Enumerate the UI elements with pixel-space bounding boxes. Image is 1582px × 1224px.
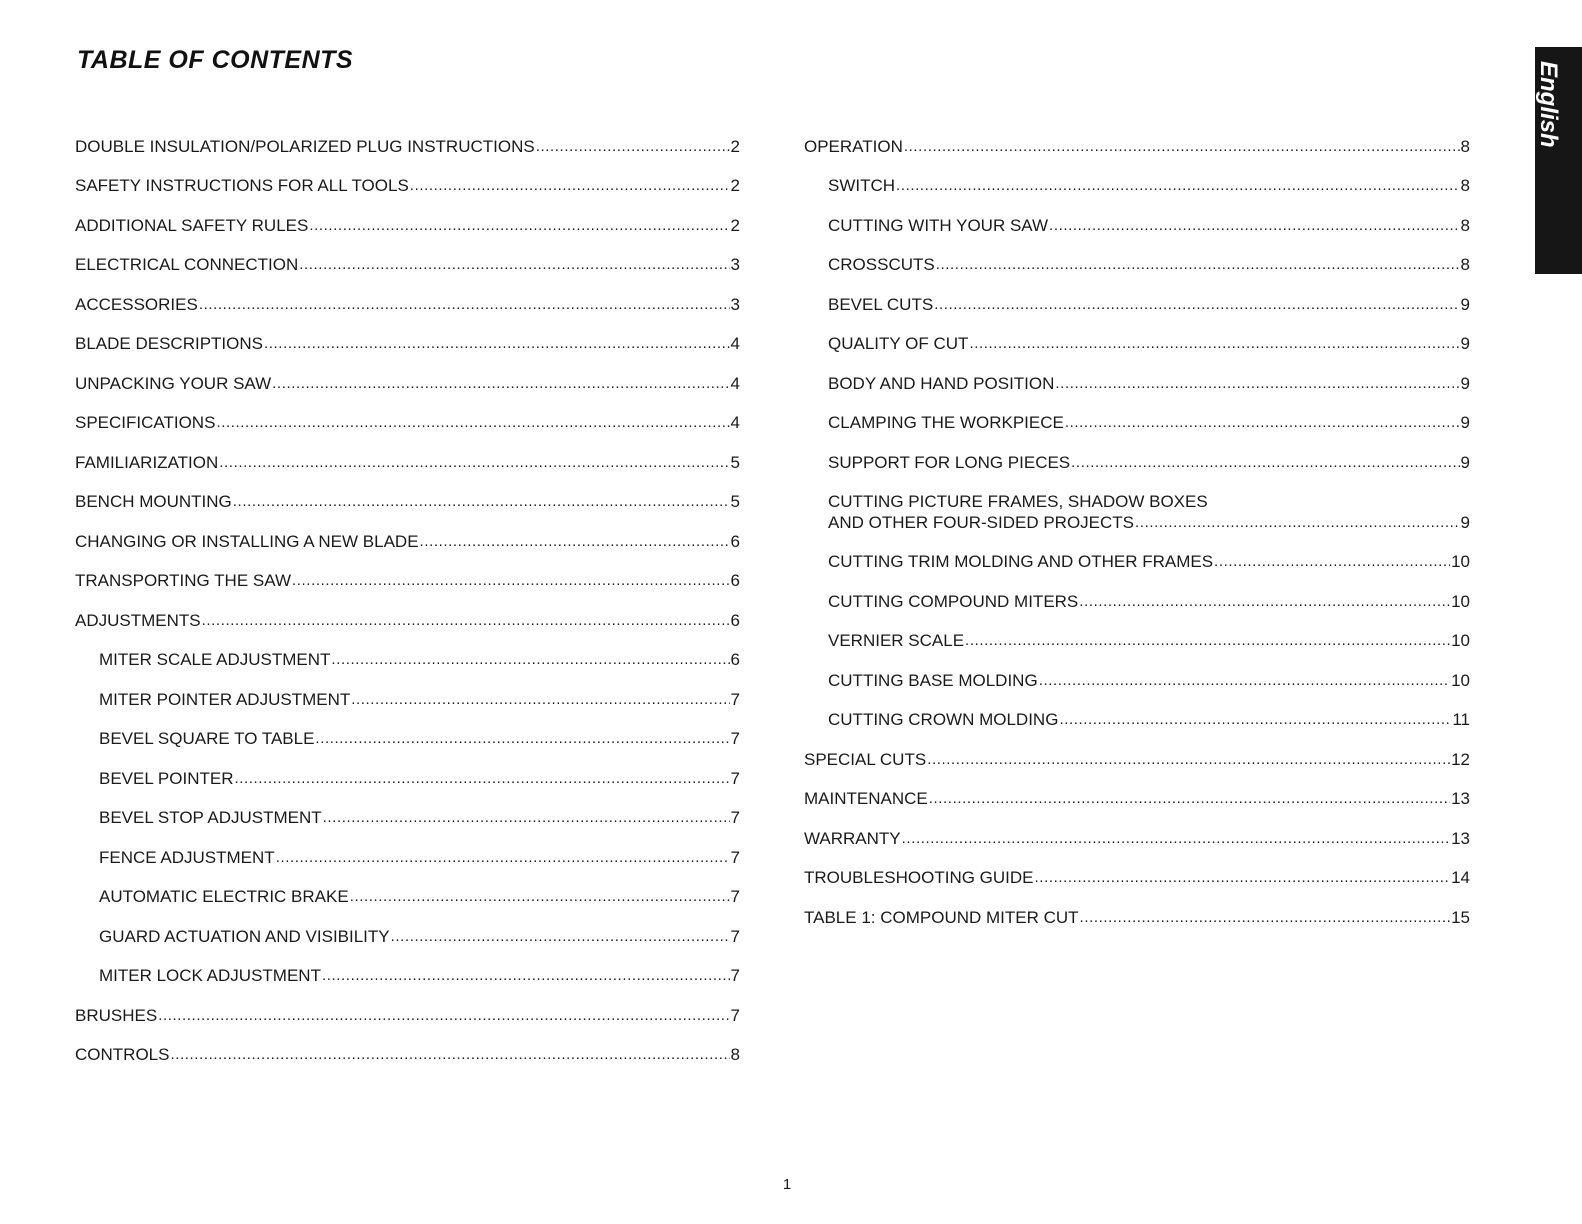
- toc-subentry[interactable]: [804, 354, 1470, 394]
- toc-entry-label: ELECTRICAL CONNECTION: [75, 255, 299, 274]
- toc-entry-page: 6: [730, 571, 740, 590]
- toc-subentry[interactable]: [804, 315, 1470, 355]
- toc-entry-page: 7: [730, 689, 740, 709]
- toc-subentry[interactable]: [75, 710, 740, 750]
- dot-leader: [351, 689, 729, 710]
- toc-entry-label: FENCE ADJUSTMENT: [99, 847, 275, 867]
- toc-entry-label: MITER LOCK ADJUSTMENT: [99, 966, 321, 985]
- toc-entry[interactable]: [75, 1026, 740, 1066]
- dot-leader: [1080, 907, 1451, 928]
- toc-entry-page: 10: [1451, 631, 1470, 650]
- toc-entry-label-line2: AND OTHER FOUR-SIDED PROJECTS: [828, 512, 1135, 532]
- toc-entry[interactable]: [804, 888, 1470, 928]
- toc-entry-page: 8: [1460, 255, 1470, 274]
- toc-subentry[interactable]: [804, 236, 1470, 276]
- toc-entry-label: BEVEL SQUARE TO TABLE: [99, 729, 315, 748]
- dot-leader: [264, 333, 730, 354]
- toc-entry-label: SPECIAL CUTS: [804, 749, 927, 769]
- dot-leader: [350, 886, 730, 907]
- toc-subentry[interactable]: [804, 533, 1470, 573]
- toc-entry-page: 4: [730, 413, 740, 432]
- toc-entry-label: FAMILIARIZATION: [75, 452, 219, 472]
- toc-entry[interactable]: [804, 730, 1470, 770]
- toc-entry-label: BLADE DESCRIPTIONS: [75, 334, 263, 353]
- language-tab: [1535, 47, 1582, 274]
- toc-entry-label: CHANGING OR INSTALLING A NEW BLADE: [75, 531, 419, 551]
- toc-entry-page: 4: [730, 334, 740, 353]
- dot-leader: [1049, 215, 1459, 236]
- toc-subentry[interactable]: [804, 433, 1470, 473]
- toc-entry-page: 8: [730, 1045, 740, 1064]
- dot-leader: [219, 452, 729, 473]
- toc-subentry[interactable]: [75, 947, 740, 987]
- toc-entry-label: CUTTING TRIM MOLDING AND OTHER FRAMES: [828, 552, 1214, 571]
- toc-entry[interactable]: [75, 315, 740, 355]
- toc-subentry[interactable]: [75, 907, 740, 947]
- toc-entry-page: 13: [1451, 789, 1470, 808]
- toc-entry[interactable]: [75, 354, 740, 394]
- toc-entry-page: 9: [1460, 512, 1470, 532]
- toc-subentry[interactable]: [75, 670, 740, 710]
- toc-entry-page: 9: [1460, 373, 1470, 393]
- toc-entry[interactable]: [804, 770, 1470, 810]
- toc-entry-page: 9: [1460, 294, 1470, 314]
- toc-entry-label: BEVEL STOP ADJUSTMENT: [99, 808, 322, 827]
- toc-subentry[interactable]: [804, 691, 1470, 731]
- toc-entry[interactable]: [75, 275, 740, 315]
- toc-entry-label: GUARD ACTUATION AND VISIBILITY: [99, 926, 390, 946]
- toc-entry[interactable]: [75, 394, 740, 434]
- toc-entry-label: TROUBLESHOOTING GUIDE: [804, 868, 1034, 887]
- toc-subentry[interactable]: [804, 612, 1470, 652]
- dot-leader: [170, 1044, 729, 1065]
- dot-leader: [322, 965, 730, 986]
- toc-entry-label-line1: CUTTING PICTURE FRAMES, SHADOW BOXES: [828, 491, 1208, 511]
- toc-entry-page: 8: [1460, 215, 1470, 235]
- toc-entry-label: BEVEL CUTS: [828, 294, 934, 314]
- toc-entry-page: 7: [730, 966, 740, 985]
- toc-entry[interactable]: [75, 512, 740, 552]
- dot-leader: [158, 1005, 729, 1026]
- toc-entry[interactable]: [75, 591, 740, 631]
- toc-entry[interactable]: [804, 117, 1470, 157]
- dot-leader: [234, 768, 729, 789]
- toc-entry-label: CROSSCUTS: [828, 255, 935, 274]
- toc-subentry[interactable]: [75, 868, 740, 908]
- dot-leader: [1214, 551, 1450, 572]
- toc-entry-label: SPECIFICATIONS: [75, 413, 216, 432]
- dot-leader: [292, 570, 730, 591]
- toc-entry[interactable]: [75, 157, 740, 197]
- dot-leader: [896, 175, 1459, 196]
- toc-entry-page: 3: [730, 255, 740, 274]
- toc-entry-label: QUALITY OF CUT: [828, 334, 969, 353]
- toc-subentry[interactable]: [804, 275, 1470, 315]
- toc-entry-page: 13: [1451, 828, 1470, 848]
- toc-entry-label: ACCESSORIES: [75, 294, 198, 314]
- toc-entry[interactable]: [804, 849, 1470, 889]
- toc-entry-page: 5: [730, 452, 740, 472]
- dot-leader: [276, 847, 730, 868]
- dot-leader: [1065, 412, 1460, 433]
- toc-entry-label: CUTTING BASE MOLDING: [828, 670, 1038, 690]
- toc-entry-page: 2: [730, 215, 740, 235]
- toc-entry-label: ADDITIONAL SAFETY RULES: [75, 215, 309, 235]
- toc-entry-label: SWITCH: [828, 176, 896, 195]
- toc-subentry[interactable]: [75, 828, 740, 868]
- toc-entry[interactable]: [804, 809, 1470, 849]
- dot-leader: [309, 215, 729, 236]
- dot-leader: [1071, 452, 1459, 473]
- toc-entry-page: 9: [1460, 413, 1470, 432]
- toc-entry[interactable]: [75, 196, 740, 236]
- toc-entry-page: 10: [1451, 552, 1470, 571]
- dot-leader: [315, 728, 729, 749]
- dot-leader: [299, 254, 729, 275]
- toc-entry[interactable]: [75, 236, 740, 276]
- toc-entry-label: ADJUSTMENTS: [75, 610, 201, 630]
- toc-subentry[interactable]: [75, 749, 740, 789]
- toc-entry[interactable]: [75, 433, 740, 473]
- dot-leader: [1135, 512, 1460, 533]
- dot-leader: [199, 294, 730, 315]
- toc-entry-page: 7: [730, 887, 740, 906]
- toc-entry-label: BRUSHES: [75, 1005, 158, 1025]
- toc-entry-page: 8: [1460, 176, 1470, 195]
- toc-entry-page: 7: [730, 729, 740, 748]
- toc-entry-label: MITER SCALE ADJUSTMENT: [99, 650, 331, 669]
- toc-entry-label: OPERATION: [804, 136, 903, 156]
- toc-entry-label: BEVEL POINTER: [99, 768, 234, 788]
- toc-entry-label: BENCH MOUNTING: [75, 492, 232, 511]
- toc-entry-page: 7: [730, 847, 740, 867]
- toc-entry-label: WARRANTY: [804, 828, 901, 848]
- dot-leader: [331, 649, 729, 670]
- toc-entry-page: 6: [730, 650, 740, 669]
- dot-leader: [1035, 867, 1451, 888]
- toc-entry-label: DOUBLE INSULATION/POLARIZED PLUG INSTRUCTIONS: [75, 136, 535, 156]
- dot-leader: [323, 807, 730, 828]
- toc-entry[interactable]: [75, 473, 740, 513]
- toc-entry[interactable]: [75, 552, 740, 592]
- dot-leader: [969, 333, 1459, 354]
- toc-entry-label: CUTTING COMPOUND MITERS: [828, 591, 1079, 611]
- toc-entry-label: TABLE 1: COMPOUND MITER CUT: [804, 907, 1079, 927]
- toc-entry-label: CONTROLS: [75, 1045, 170, 1064]
- toc-entry-page: 8: [1460, 136, 1470, 156]
- toc-subentry[interactable]: [75, 789, 740, 829]
- toc-entry-page: 9: [1460, 452, 1470, 472]
- toc-subentry[interactable]: [804, 572, 1470, 612]
- page-title: TABLE OF CONTENTS: [77, 46, 354, 74]
- dot-leader: [929, 788, 1450, 809]
- dot-leader: [233, 491, 730, 512]
- toc-subentry[interactable]: [804, 394, 1470, 434]
- toc-entry-page: 7: [730, 808, 740, 827]
- toc-entry-page: 10: [1451, 591, 1470, 611]
- toc-right-column: [804, 117, 1470, 928]
- page-number: 1: [782, 1176, 792, 1193]
- toc-entry-label: MAINTENANCE: [804, 789, 928, 808]
- toc-entry-page: 7: [730, 1005, 740, 1025]
- toc-entry-label: SAFETY INSTRUCTIONS FOR ALL TOOLS: [75, 176, 409, 195]
- toc-entry-label: CUTTING CROWN MOLDING: [828, 710, 1059, 729]
- toc-entry-page: 7: [730, 768, 740, 788]
- toc-entry-page: 6: [730, 531, 740, 551]
- toc-subentry[interactable]: [804, 651, 1470, 691]
- dot-leader: [965, 630, 1450, 651]
- dot-leader: [1039, 670, 1450, 691]
- toc-left-column: [75, 117, 740, 1065]
- toc-entry-label: SUPPORT FOR LONG PIECES: [828, 452, 1071, 472]
- dot-leader: [902, 828, 1450, 849]
- dot-leader: [202, 610, 730, 631]
- toc-subentry[interactable]: [804, 196, 1470, 236]
- toc-entry-label: TRANSPORTING THE SAW: [75, 571, 291, 590]
- toc-subentry[interactable]: [804, 157, 1470, 197]
- toc-entry-page: 14: [1451, 868, 1470, 887]
- toc-entry-label: VERNIER SCALE: [828, 631, 965, 650]
- dot-leader: [1059, 709, 1451, 730]
- toc-entry[interactable]: [75, 986, 740, 1026]
- dot-leader: [1079, 591, 1450, 612]
- toc-entry-page: 12: [1451, 749, 1470, 769]
- toc-entry-label: CUTTING WITH YOUR SAW: [828, 215, 1049, 235]
- dot-leader: [536, 136, 730, 157]
- dot-leader: [272, 373, 729, 394]
- dot-leader: [410, 175, 730, 196]
- toc-entry-page: 2: [730, 176, 740, 195]
- toc-entry-page: 9: [1460, 334, 1470, 353]
- dot-leader: [927, 749, 1450, 770]
- dot-leader: [420, 531, 730, 552]
- toc-entry-label: AUTOMATIC ELECTRIC BRAKE: [99, 887, 349, 906]
- dot-leader: [216, 412, 729, 433]
- toc-entry-page: 6: [730, 610, 740, 630]
- toc-subentry[interactable]: [804, 473, 1470, 533]
- dot-leader: [391, 926, 730, 947]
- toc-entry-page: 4: [730, 373, 740, 393]
- toc-entry-label: UNPACKING YOUR SAW: [75, 373, 272, 393]
- toc-entry[interactable]: [75, 117, 740, 157]
- toc-entry-page: 11: [1452, 710, 1470, 729]
- toc-entry-page: 3: [730, 294, 740, 314]
- toc-entry-page: 2: [730, 136, 740, 156]
- toc-subentry[interactable]: [75, 631, 740, 671]
- toc-entry-label: MITER POINTER ADJUSTMENT: [99, 689, 351, 709]
- dot-leader: [936, 254, 1460, 275]
- toc-entry-label: CLAMPING THE WORKPIECE: [828, 413, 1064, 432]
- toc-entry-page: 15: [1451, 907, 1470, 927]
- language-tab-label: English: [1535, 61, 1562, 148]
- toc-entry-page: 7: [730, 926, 740, 946]
- dot-leader: [904, 136, 1460, 157]
- toc-entry-label: BODY AND HAND POSITION: [828, 373, 1055, 393]
- toc-entry-page: 10: [1451, 670, 1470, 690]
- dot-leader: [934, 294, 1459, 315]
- dot-leader: [1055, 373, 1459, 394]
- toc-entry-page: 5: [730, 492, 740, 511]
